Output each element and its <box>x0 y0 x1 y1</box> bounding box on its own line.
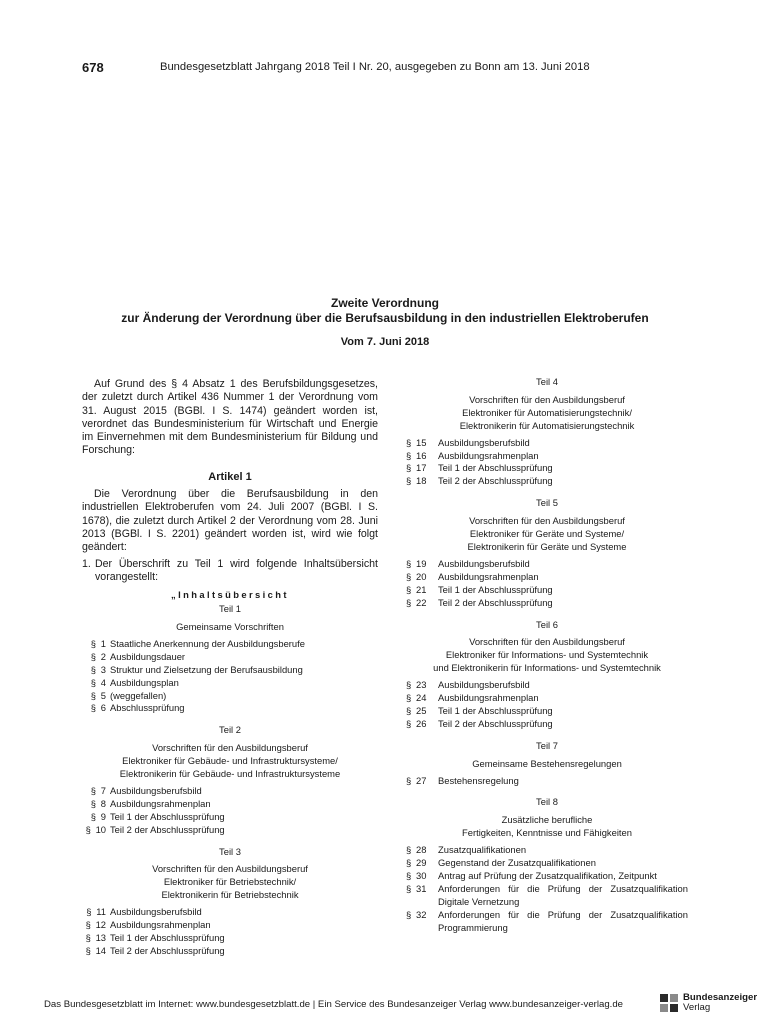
toc-entry-section <box>82 677 110 690</box>
toc-part-label: Teil 5 <box>536 497 558 509</box>
toc-entry-number: 2 <box>100 650 106 662</box>
section-symbol: § <box>85 932 91 943</box>
toc-entry-text: Zusatzqualifikationen <box>438 844 527 856</box>
toc-entry-number: 8 <box>100 797 106 809</box>
toc-entry-section <box>406 437 438 450</box>
toc-entry-text: Anforderungen für die Prüfung der Zusatzqualifikation Programmierung <box>438 908 688 933</box>
toc-entry-text: Teil 2 der Abschlussprüfung <box>438 475 553 487</box>
toc-entry-text: Ausbildungsberufsbild <box>438 557 530 569</box>
toc-section-teil5 <box>406 497 688 609</box>
toc-entry-number: 9 <box>100 810 106 822</box>
toc-entry-number: 10 <box>95 823 106 835</box>
section-symbol: § <box>406 774 412 786</box>
page-number: 678 <box>82 60 104 75</box>
toc-entry-number: 18 <box>416 475 427 487</box>
amendment-item <box>82 558 378 585</box>
toc-part-heading <box>406 758 688 771</box>
toc-entry-text: Ausbildungsrahmenplan <box>110 797 211 809</box>
section-symbol: § <box>85 919 91 931</box>
toc-part-heading-line: Gemeinsame Bestehensregelungen <box>472 757 622 769</box>
toc-part-label: Teil 3 <box>219 845 241 857</box>
toc-entry-number: 20 <box>416 570 427 582</box>
toc-entry-text: Teil 1 der Abschlussprüfung <box>438 462 553 474</box>
section-symbol: § <box>90 637 96 649</box>
section-symbol: § <box>406 844 412 856</box>
toc-entry <box>406 775 688 788</box>
toc-entry-section <box>82 824 110 837</box>
section-symbol: § <box>406 570 412 582</box>
toc-part-heading-line: Zusätzliche berufliche <box>501 814 593 826</box>
toc-entry-section <box>406 584 438 597</box>
logo-line-1: Bundesanzeiger <box>683 992 758 1003</box>
toc-section-teil2 <box>82 724 378 836</box>
toc-part-heading <box>406 394 688 433</box>
toc-part-heading-line: Elektronikerin für Automatisierungstechnik <box>459 419 635 431</box>
toc-part-heading-line: Vorschriften für den Ausbildungsberuf <box>152 742 308 754</box>
toc-entry <box>82 690 378 703</box>
toc-entry <box>406 705 688 718</box>
section-symbol: § <box>406 679 412 691</box>
toc-part-heading-line: Elektroniker für Betriebstechnik/ <box>163 876 297 888</box>
toc-entry <box>406 597 688 610</box>
toc-entry <box>82 651 378 664</box>
toc-entry-section <box>406 692 438 705</box>
toc-entry-number: 15 <box>416 436 427 448</box>
toc-part-heading <box>82 863 378 902</box>
toc-entry-text: (weggefallen) <box>110 689 167 701</box>
toc-part-heading-line: Vorschriften für den Ausbildungsberuf <box>469 515 625 527</box>
toc-entry-text: Teil 1 der Abschlussprüfung <box>110 932 225 943</box>
publisher-logo <box>659 993 757 1013</box>
toc-entry-number: 14 <box>95 944 106 956</box>
toc-entry <box>406 692 688 705</box>
toc-entry <box>82 785 378 798</box>
toc-part-label: Teil 4 <box>536 376 558 387</box>
footer-text: Das Bundesgesetzblatt im Internet: www.bundesgesetzblatt.de | Ein Service des Bundesanzeiger Verlag www.bundesanzeiger-verlag.de <box>44 999 623 1010</box>
toc-entry <box>406 883 688 909</box>
section-symbol: § <box>90 663 96 675</box>
toc-entry-number: 13 <box>95 932 106 943</box>
toc-entry-section <box>82 932 110 945</box>
section-symbol: § <box>90 810 96 822</box>
article-title: Artikel 1 <box>208 470 252 483</box>
section-symbol: § <box>406 557 412 569</box>
toc-part-heading-line: Vorschriften für den Ausbildungsberuf <box>469 636 625 648</box>
toc-entry-text: Ausbildungsberufsbild <box>110 906 202 918</box>
toc-entry-number: 3 <box>100 663 106 675</box>
section-symbol: § <box>406 857 412 869</box>
toc-entry-section <box>82 702 110 715</box>
toc-part-heading-line: Elektronikerin für Geräte und Systeme <box>467 540 627 552</box>
toc-entry-section <box>406 558 438 571</box>
toc-entry <box>82 906 378 919</box>
toc-entry-number: 30 <box>416 870 427 881</box>
left-column <box>82 378 378 958</box>
toc-entry <box>82 824 378 837</box>
toc-part-heading-line: Gemeinsame Vorschriften <box>176 620 284 632</box>
toc-part-heading <box>82 621 378 634</box>
toc-entry-text: Antrag auf Prüfung der Zusatzqualifikation, Zeitpunkt <box>438 870 657 881</box>
toc-entry <box>82 919 378 932</box>
toc-part-heading <box>406 515 688 554</box>
toc-entry-section <box>82 785 110 798</box>
toc-entry <box>406 844 688 857</box>
toc-entry <box>406 857 688 870</box>
running-header: Bundesgesetzblatt Jahrgang 2018 Teil I Nr. 20, ausgegeben zu Bonn am 13. Juni 2018 <box>160 61 590 73</box>
toc-entry-text: Struktur und Zielsetzung der Berufsausbildung <box>110 663 303 675</box>
section-symbol: § <box>406 596 412 608</box>
toc-entry-section <box>406 844 438 857</box>
toc-entry-text: Teil 1 der Abschlussprüfung <box>438 583 553 595</box>
toc-part-heading <box>82 742 378 781</box>
toc-entry-number: 6 <box>100 702 106 714</box>
toc-entry-number: 12 <box>95 919 106 931</box>
section-symbol: § <box>85 823 91 835</box>
toc-entry-section <box>406 705 438 718</box>
toc-entry <box>82 702 378 715</box>
document-date: Vom 7. Juni 2018 <box>340 336 430 348</box>
toc-entry <box>82 932 378 945</box>
section-symbol: § <box>406 908 412 920</box>
toc-part-heading-line: Elektronikerin für Gebäude- und Infrastruktursysteme <box>119 768 341 780</box>
toc-entry-section <box>406 679 438 692</box>
toc-section-teil6 <box>406 619 688 731</box>
toc-entry-number: 11 <box>96 906 106 918</box>
toc-left <box>82 589 378 958</box>
toc-entry-number: 17 <box>416 462 427 474</box>
toc-entry-section <box>406 883 438 909</box>
document-title-line-1: Zweite Verordnung <box>330 296 439 310</box>
toc-entry-text: Teil 2 der Abschlussprüfung <box>110 823 225 835</box>
section-symbol: § <box>90 689 96 701</box>
section-symbol: § <box>406 583 412 595</box>
toc-entry <box>406 437 688 450</box>
toc-entry <box>82 798 378 811</box>
toc-entry-number: 7 <box>100 784 106 796</box>
toc-entry-text: Gegenstand der Zusatzqualifikationen <box>438 857 596 869</box>
toc-entry <box>406 870 688 883</box>
toc-entry-text: Ausbildungsberufsbild <box>438 436 530 448</box>
amendment-item-text: Der Überschrift zu Teil 1 wird folgende Inhaltsübersicht vorangestellt: <box>95 557 378 583</box>
toc-entry-section <box>406 775 438 788</box>
toc-entry-text: Ausbildungsrahmenplan <box>438 692 539 704</box>
toc-entry-section <box>82 919 110 932</box>
toc-entry-section <box>406 597 438 610</box>
toc-entry <box>406 475 688 488</box>
section-symbol: § <box>406 882 412 894</box>
toc-entry <box>406 679 688 692</box>
toc-part-heading-line: Fertigkeiten, Kenntnisse und Fähigkeiten <box>462 827 632 839</box>
logo-line-2: Verlag <box>683 1002 711 1013</box>
toc-entry-number: 5 <box>100 689 106 701</box>
toc-part-heading-line: Elektroniker für Informations- und Systemtechnik <box>445 649 649 661</box>
toc-entry-section <box>406 909 438 935</box>
article-text: Die Verordnung über die Berufsausbildung in den industriellen Elektroberufen vom 24. Juli 2007 (BGBl. I S. 1678), die zuletzt durch Artikel 2 der Verordnung vom 28. Juni 2013 (BGBl. I S. 2201) geändert worden ist, wird wie folgt geändert: <box>82 488 378 554</box>
toc-entry-section <box>82 651 110 664</box>
toc-entry <box>406 558 688 571</box>
document-title-line-2: zur Änderung der Verordnung über die Berufsausbildung in den industriellen Elektroberufen <box>121 311 649 325</box>
toc-entry <box>82 677 378 690</box>
toc-section-teil1 <box>82 603 378 715</box>
toc-entry-text: Teil 2 der Abschlussprüfung <box>110 944 225 956</box>
section-symbol: § <box>406 462 412 474</box>
toc-entry <box>82 638 378 651</box>
toc-entry-text: Abschlussprüfung <box>110 702 185 714</box>
toc-entry-section <box>406 450 438 463</box>
toc-entry <box>406 462 688 475</box>
toc-entry-text: Teil 2 der Abschlussprüfung <box>438 596 553 608</box>
section-symbol: § <box>406 692 412 704</box>
toc-entry <box>406 571 688 584</box>
toc-section-teil3 <box>82 846 378 958</box>
toc-section-teil8 <box>406 796 688 934</box>
toc-part-heading-line: und Elektronikerin für Informations- und Systemtechnik <box>433 662 661 674</box>
toc-entry-section <box>82 945 110 958</box>
section-symbol: § <box>90 702 96 714</box>
toc-entry <box>82 811 378 824</box>
section-symbol: § <box>90 650 96 662</box>
toc-part-label: Teil 7 <box>536 739 558 751</box>
right-column <box>406 376 688 935</box>
section-symbol: § <box>406 717 412 729</box>
toc-entry-number: 26 <box>416 717 427 729</box>
toc-entry-section <box>406 462 438 475</box>
toc-entry-section <box>82 664 110 677</box>
toc-entry-text: Bestehensregelung <box>438 774 519 786</box>
amendment-item-number: 1. <box>82 557 91 570</box>
toc-entry-text: Ausbildungsrahmenplan <box>110 919 211 931</box>
toc-part-label: Teil 2 <box>219 724 241 736</box>
section-symbol: § <box>86 906 92 918</box>
toc-entry <box>82 664 378 677</box>
toc-entry-text: Teil 2 der Abschlussprüfung <box>438 717 553 729</box>
toc-entry-section <box>82 690 110 703</box>
section-symbol: § <box>90 784 96 796</box>
toc-entry <box>406 584 688 597</box>
toc-part-label: Teil 6 <box>536 618 558 630</box>
toc-entry-text: Ausbildungsplan <box>110 676 179 688</box>
toc-entry-section <box>406 857 438 870</box>
toc-entry-text: Ausbildungsberufsbild <box>110 784 202 796</box>
toc-part-heading-line: Vorschriften für den Ausbildungsberuf <box>152 863 308 875</box>
toc-part-heading-line: Vorschriften für den Ausbildungsberuf <box>469 393 625 405</box>
toc-entry-number: 21 <box>416 583 427 595</box>
toc-entry-section <box>82 798 110 811</box>
toc-entry-text: Ausbildungsdauer <box>110 650 186 662</box>
section-symbol: § <box>406 436 412 448</box>
toc-entry <box>406 909 688 935</box>
section-symbol: § <box>406 449 412 461</box>
toc-part-heading-line: Elektroniker für Gebäude- und Infrastruktursysteme/ <box>122 755 338 767</box>
toc-part-heading-line: Elektroniker für Geräte und Systeme/ <box>469 528 625 540</box>
toc-section-teil4 <box>406 376 688 488</box>
toc-part-label: Teil 1 <box>219 603 241 615</box>
toc-entry <box>406 450 688 463</box>
toc-section-teil7 <box>406 740 688 788</box>
toc-entry-section <box>82 811 110 824</box>
toc-part-heading-line: Elektronikerin für Betriebstechnik <box>161 889 299 901</box>
toc-entry-number: 4 <box>100 676 106 688</box>
toc-entry-number: 1 <box>100 637 106 649</box>
toc-part-label: Teil 8 <box>536 796 558 808</box>
toc-entry-number: 19 <box>416 557 427 569</box>
toc-entry-text: Anforderungen für die Prüfung der Zusatzqualifikation Digitale Vernetzung <box>438 882 688 907</box>
toc-part-heading-line: Elektroniker für Automatisierungstechnik/ <box>462 406 632 418</box>
toc-entry-text: Ausbildungsrahmenplan <box>438 570 539 582</box>
toc-entry-section <box>406 718 438 731</box>
toc-part-heading <box>406 636 688 675</box>
toc-entry-number: 24 <box>416 692 427 704</box>
toc-entry-section <box>406 870 438 883</box>
section-symbol: § <box>406 704 412 716</box>
bundesanzeiger-logo-icon <box>659 993 679 1013</box>
toc-entry-text: Teil 1 der Abschlussprüfung <box>438 704 553 716</box>
toc-entry-section <box>406 571 438 584</box>
toc-entry-number: 27 <box>416 774 427 786</box>
toc-entry-number: 29 <box>416 857 427 869</box>
toc-entry-section <box>406 475 438 488</box>
toc-part-heading <box>406 814 688 840</box>
toc-entry-section <box>82 638 110 651</box>
toc-heading: „Inhaltsübersicht <box>171 589 289 601</box>
toc-entry-number: 25 <box>416 704 427 716</box>
toc-entry <box>82 945 378 958</box>
toc-entry-number: 32 <box>416 908 427 920</box>
section-symbol: § <box>85 944 91 956</box>
preamble: Auf Grund des § 4 Absatz 1 des Berufsbildungsgesetzes, der zuletzt durch Artikel 436 Nummer 1 der Verordnung vom 31. August 2015 (BGBl. I S. 1474) geändert worden ist, verordnet das Bundesministerium für Wirtschaft und Energie im Einvernehmen mit dem Bundesministerium für Bildung und Forschung: <box>82 378 378 457</box>
section-symbol: § <box>90 797 96 809</box>
toc-entry-text: Staatliche Anerkennung der Ausbildungsberufe <box>110 637 305 649</box>
toc-entry-number: 22 <box>416 596 427 608</box>
toc-entry-number: 31 <box>416 882 427 894</box>
section-symbol: § <box>406 870 412 881</box>
toc-entry <box>406 718 688 731</box>
toc-entry-number: 28 <box>416 844 427 856</box>
toc-entry-section <box>82 906 110 919</box>
toc-entry-text: Teil 1 der Abschlussprüfung <box>110 810 225 822</box>
toc-entry-text: Ausbildungsberufsbild <box>438 679 530 691</box>
section-symbol: § <box>90 676 96 688</box>
toc-entry-number: 16 <box>416 449 427 461</box>
toc-entry-text: Ausbildungsrahmenplan <box>438 449 539 461</box>
section-symbol: § <box>406 475 412 487</box>
toc-entry-number: 23 <box>416 679 427 691</box>
